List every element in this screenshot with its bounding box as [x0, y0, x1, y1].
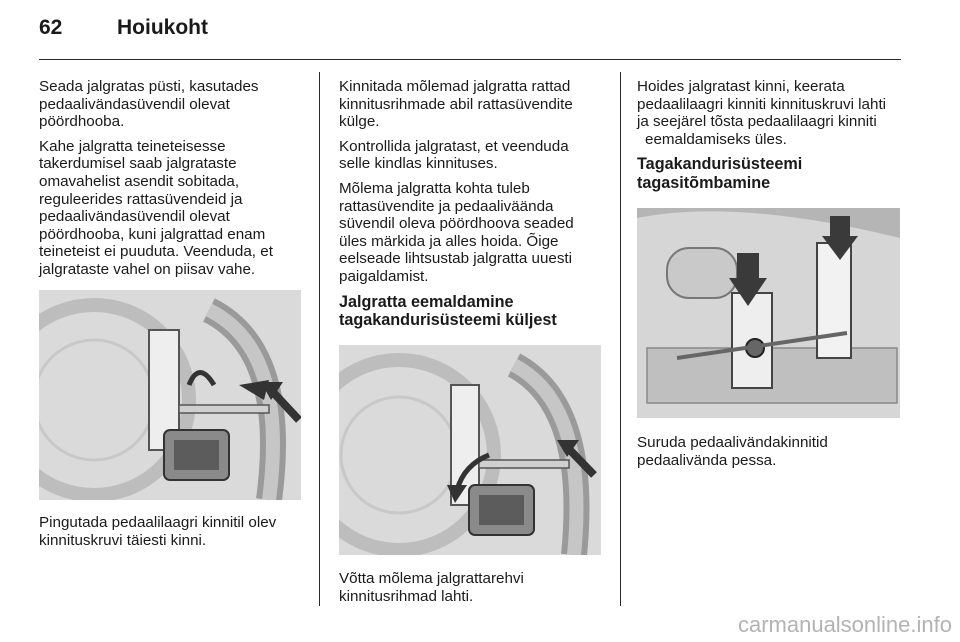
col2-paragraph-2 — [339, 138, 615, 173]
figure-retract-carrier — [637, 208, 900, 418]
col2-p3-line: üles märkida ja alles hoida. Õige — [339, 232, 559, 250]
col2-caption-line: kinnitusrihmad lahti. — [339, 587, 474, 605]
col3-section-heading: Tagakandurisüsteemi tagasitõmbamine — [637, 155, 803, 192]
col2-p3-line: rattasüvendite ja pedaaliväända — [339, 197, 554, 215]
illustration-pedal-crank-clamp — [637, 208, 900, 418]
col3-caption-line: pedaalivända pessa. — [637, 451, 777, 469]
page-number: 62 — [39, 16, 63, 39]
col2-p1-line: kinnitusrihmade abil rattasüvendite — [339, 95, 573, 113]
col1-p2-line: jalgrataste vahel on piisav vahe. — [39, 260, 256, 278]
col3-p1-line: ja seejärel tõsta pedaalilaagri kinniti — [637, 113, 877, 131]
col1-caption-line: Pingutada pedaalilaagri kinnitil olev — [39, 514, 277, 531]
col2-caption — [339, 570, 615, 612]
col3-p1-line: Hoides jalgratast kinni, keerata — [637, 78, 845, 95]
col1-p2-line: reguleerides rattasüvendeid ja — [39, 190, 243, 208]
col2-section-heading: Jalgratta eemaldamine tagakandurisüsteemi küljest — [339, 292, 557, 330]
illustration-bike-carrier-pedal — [39, 290, 301, 500]
col2-p3-line: paigaldamist. — [339, 267, 429, 285]
col2-caption-line: Võtta mõlema jalgrattarehvi — [339, 570, 524, 587]
col3-caption — [637, 434, 902, 476]
col1-p2-line: omavahelist asendit sobitada, — [39, 172, 240, 190]
col2-p1-line: Kinnitada mõlemad jalgratta rattad — [339, 78, 571, 95]
column-1 — [39, 78, 311, 286]
col1-p2-line: Kahe jalgratta teineteisesse — [39, 137, 226, 155]
col2-p1-line: külge. — [339, 113, 380, 131]
figure-release-tire-straps — [339, 345, 601, 555]
col3-paragraph-1 — [637, 78, 902, 148]
col1-p1-line: pöördhooba. — [39, 113, 125, 131]
col1-caption — [39, 514, 311, 556]
col2-paragraph-3 — [339, 180, 615, 286]
column-3 — [637, 78, 902, 200]
col1-p1-line: Seada jalgratas püsti, kasutades — [39, 78, 259, 95]
col2-p3-line: eelseade lihtsustab jalgratta uuesti — [339, 250, 573, 268]
col3-p1-line: pedaalilaagri kinniti kinnituskruvi lahti — [637, 95, 887, 113]
col1-p1-line: pedaalivändasüvendil olevat — [39, 95, 230, 113]
column-2 — [339, 78, 615, 338]
watermark: carmanualsonline.info — [737, 612, 952, 637]
col2-p3-line: süvendil oleva pöördhoova seaded — [339, 215, 574, 233]
page-title: Hoiukoht — [117, 16, 208, 39]
col2-paragraph-1 — [339, 78, 615, 131]
col1-p2-line: takerdumisel saab jalgrataste — [39, 155, 237, 173]
col3-caption-line: Suruda pedaalivändakinnitid — [637, 434, 828, 451]
col1-p2-line: pöördhooba, kuni jalgrattad enam — [39, 225, 266, 243]
col1-paragraph-1 — [39, 78, 311, 131]
header-rule — [39, 59, 901, 60]
col2-p2-line: Kontrollida jalgratast, et veenduda — [339, 137, 569, 155]
col1-p2-line: pedaalivändasüvendil olevat — [39, 208, 230, 226]
column-divider-2 — [620, 72, 621, 606]
col3-p1-line: eemaldamiseks üles. — [645, 130, 787, 148]
col1-p2-line: teineteist ei puuduta. Veenduda, et — [39, 243, 273, 261]
col1-paragraph-2 — [39, 138, 311, 279]
column-divider-1 — [319, 72, 320, 606]
col2-p2-line: selle kindlas kinnituses. — [339, 155, 498, 173]
illustration-bike-carrier-straps — [339, 345, 601, 555]
figure-pedal-bearing-clamp — [39, 290, 301, 500]
col1-caption-line: kinnituskruvi täiesti kinni. — [39, 531, 207, 549]
col2-p3-line: Mõlema jalgratta kohta tuleb — [339, 179, 530, 197]
